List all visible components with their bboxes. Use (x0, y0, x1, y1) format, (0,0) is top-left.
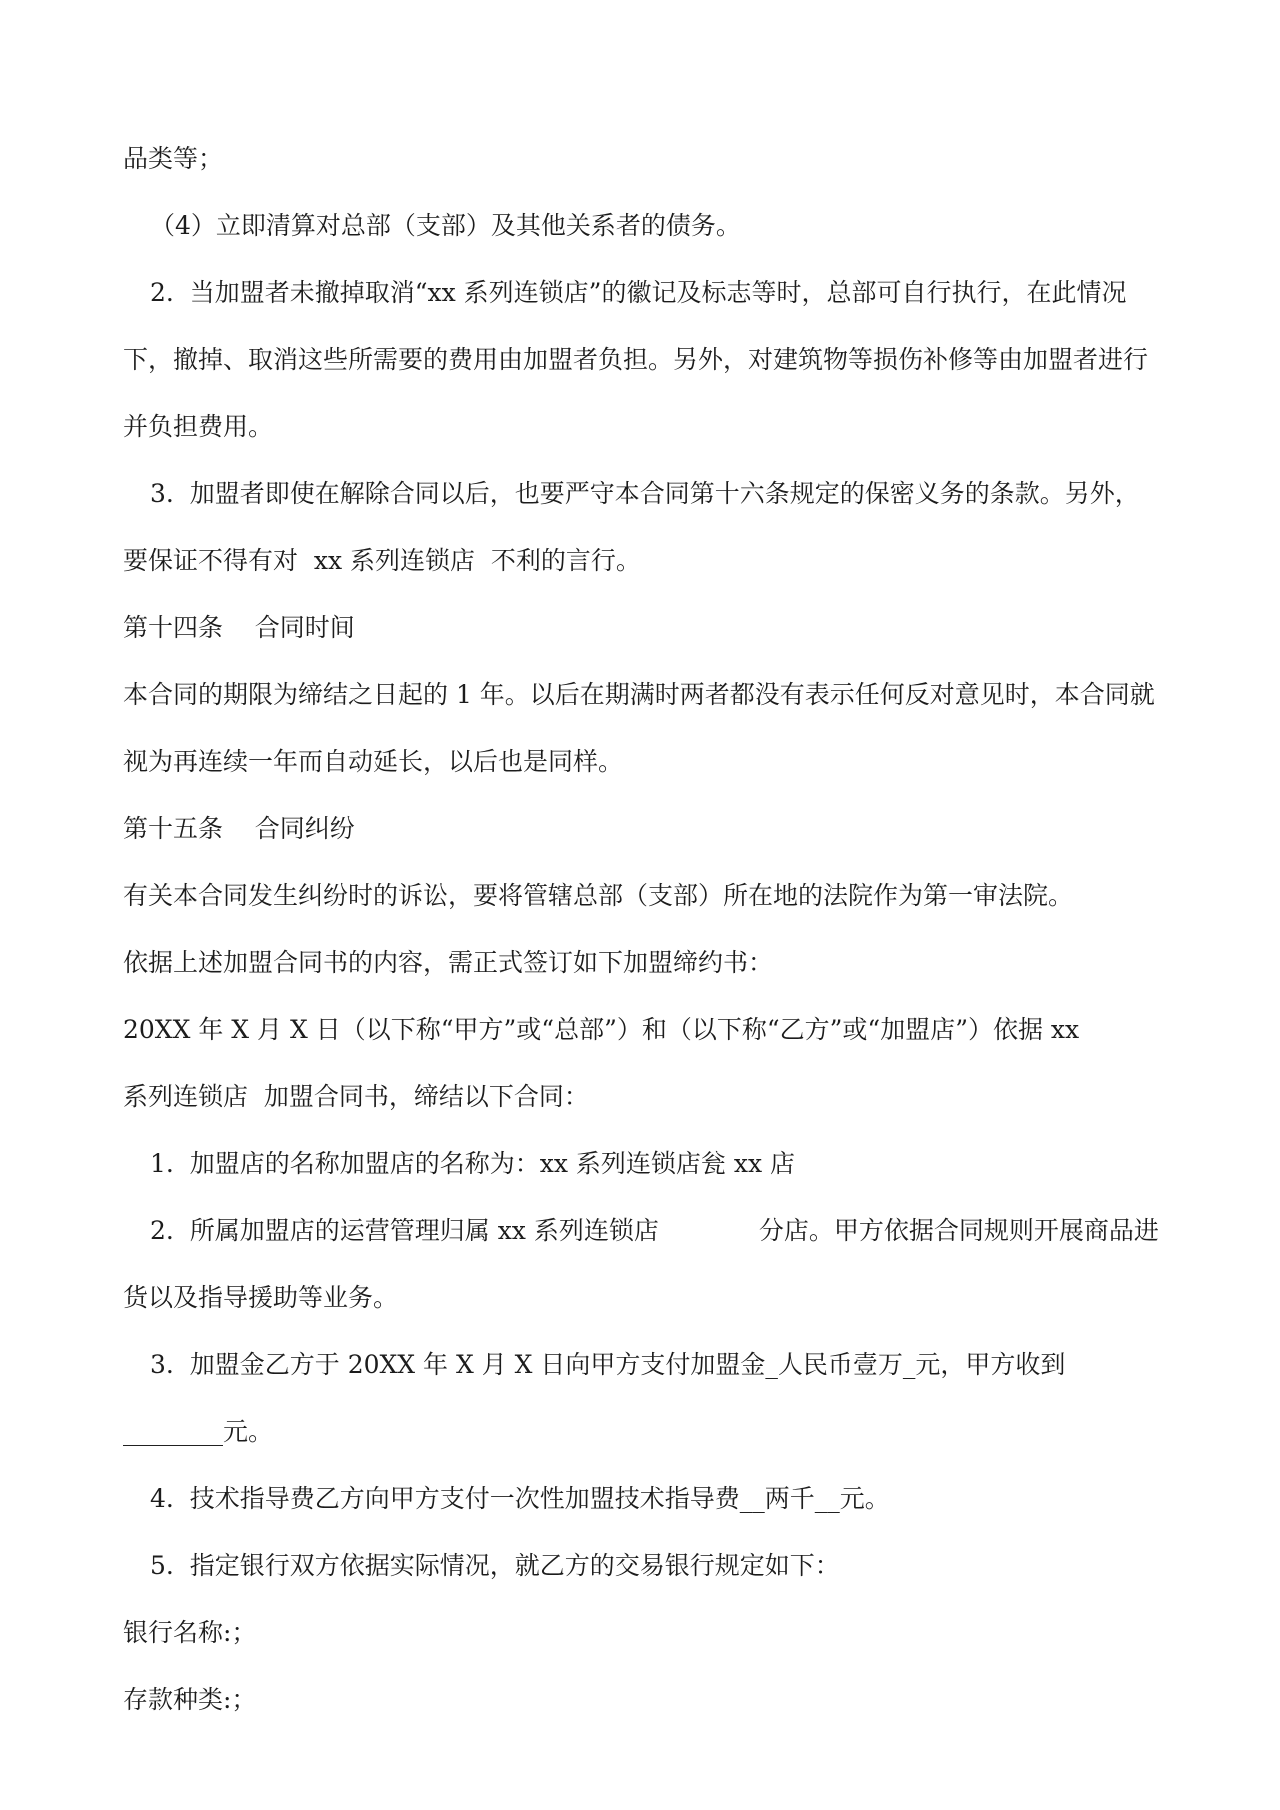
text-line: 本合同的期限为缔结之日起的 1 年。以后在期满时两者都没有表示任何反对意见时，本合同就 (123, 680, 1155, 709)
text-line: 要保证不得有对 xx 系列连锁店 不利的言行。 (123, 546, 641, 575)
text-line: 货以及指导援助等业务。 (123, 1283, 399, 1312)
list-item: 4. 技术指导费乙方向甲方支付一次性加盟技术指导费__两千__元。 (150, 1484, 890, 1513)
deposit-type-field: 存款种类:； (123, 1685, 257, 1714)
list-item-head: 2. 所属加盟店的运营管理归属 xx 系列连锁店 (150, 1216, 659, 1245)
text-line: 系列连锁店 加盟合同书，缔结以下合同： (123, 1082, 589, 1111)
text-line: 并负担费用。 (123, 412, 274, 441)
text-line: 有关本合同发生纠纷时的诉讼，要将管辖总部（支部）所在地的法院作为第一审法院。 (123, 881, 1074, 910)
text-line: ________元。 (123, 1417, 274, 1446)
section-heading: 第十五条 合同纠纷 (123, 814, 355, 843)
list-item-tail: 分店。甲方依据合同规则开展商品进 (758, 1216, 1159, 1245)
list-item: 1. 加盟店的名称加盟店的名称为：xx 系列连锁店瓮 xx 店 (150, 1149, 795, 1178)
bank-name-field: 银行名称:； (123, 1618, 257, 1647)
text-line: 下，撤掉、取消这些所需要的费用由加盟者负担。另外，对建筑物等损伤补修等由加盟者进行 (123, 345, 1149, 374)
list-item: 3. 加盟金乙方于 20XX 年 X 月 X 日向甲方支付加盟金_人民币壹万_元，甲方收到 (150, 1350, 1066, 1379)
text-line: 依据上述加盟合同书的内容，需正式签订如下加盟缔约书： (123, 948, 774, 977)
list-item: （4）立即清算对总部（支部）及其他关系者的债务。 (150, 211, 741, 240)
text-line: 20XX 年 X 月 X 日（以下称“甲方”或“总部”）和（以下称“乙方”或“加盟店”）依据 xx (123, 1015, 1080, 1044)
list-item (123, 1197, 1190, 1264)
text-line: 品类等； (123, 144, 224, 173)
text-line: 视为再连续一年而自动延长，以后也是同样。 (123, 747, 624, 776)
list-item: 2. 当加盟者未撤掉取消“xx 系列连锁店”的徽记及标志等时，总部可自行执行，在此情况 (150, 278, 1127, 307)
section-heading: 第十四条 合同时间 (123, 613, 355, 642)
list-item: 3. 加盟者即使在解除合同以后，也要严守本合同第十六条规定的保密义务的条款。另外， (150, 479, 1140, 508)
list-item: 5. 指定银行双方依据实际情况，就乙方的交易银行规定如下： (150, 1551, 840, 1580)
